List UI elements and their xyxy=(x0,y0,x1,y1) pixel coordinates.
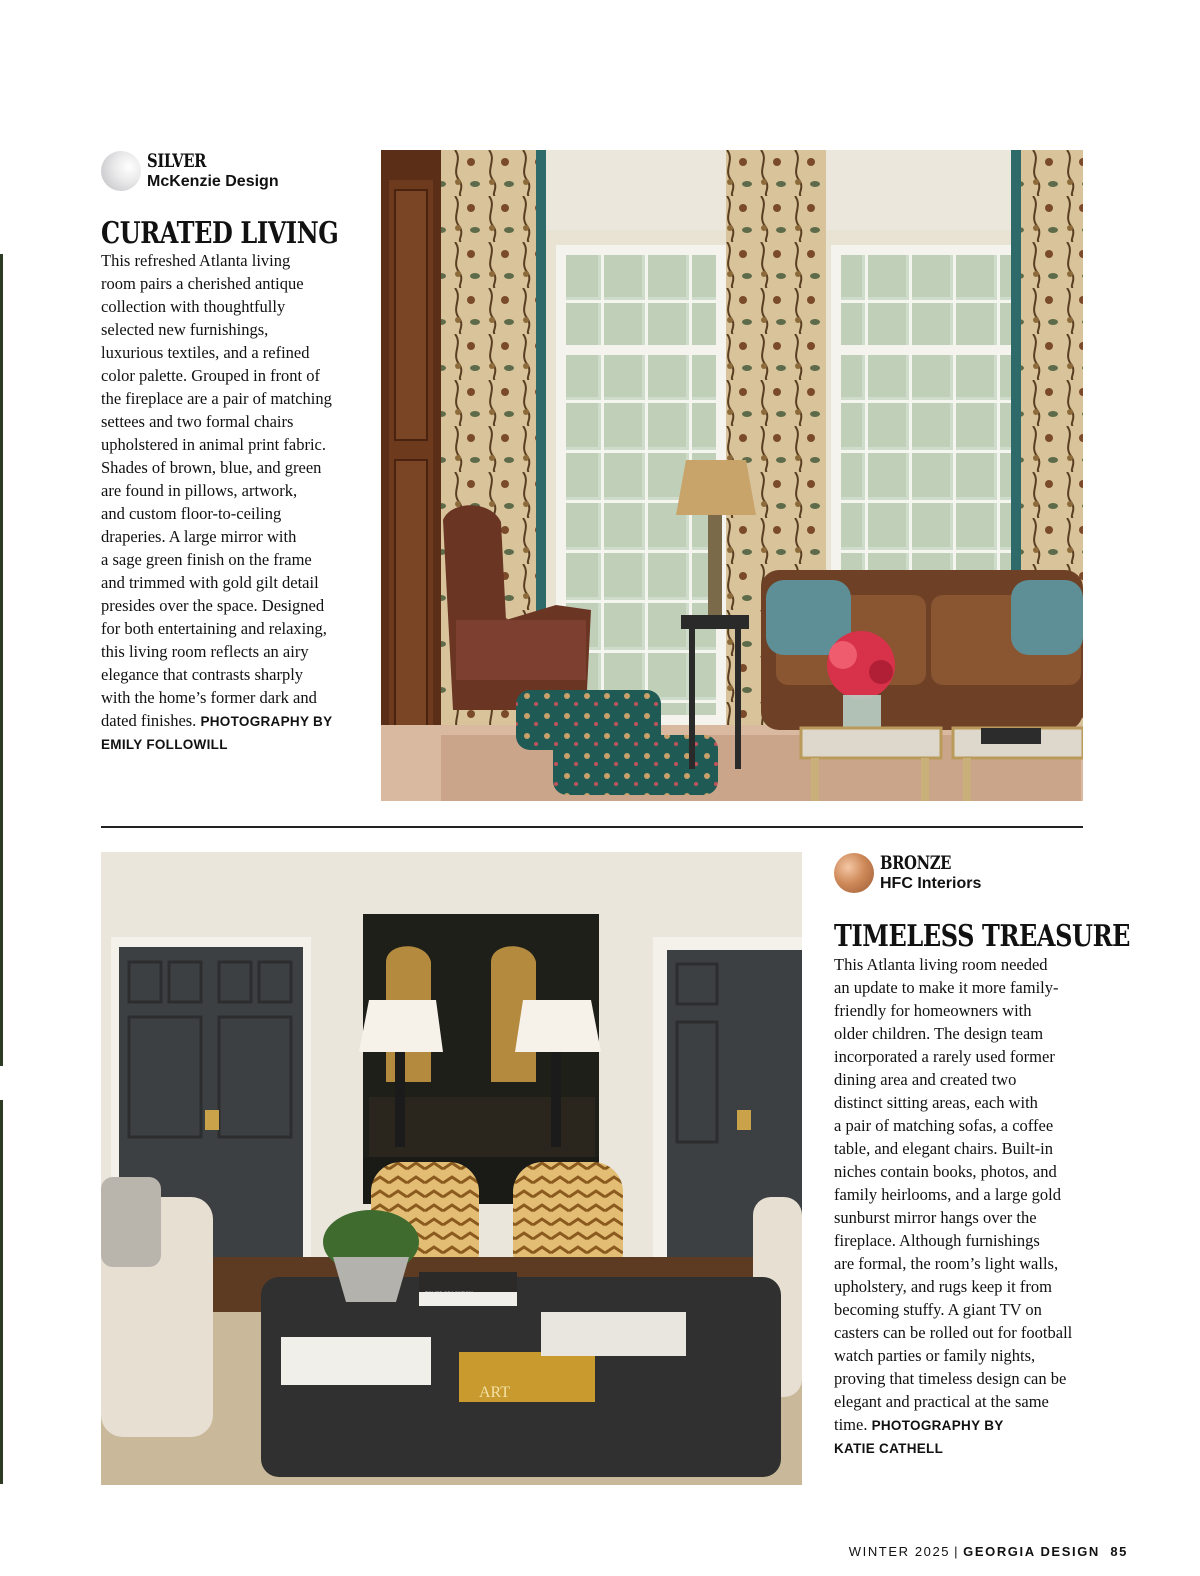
body-line: distinct sitting areas, each with xyxy=(834,1093,1038,1112)
body-line: This refreshed Atlanta living xyxy=(101,251,291,270)
body-line: luxurious textiles, and a refined xyxy=(101,343,310,362)
award-tier: BRONZE xyxy=(880,852,952,874)
body-line: proving that timeless design can be xyxy=(834,1369,1067,1388)
body-last-line: dated finishes. xyxy=(101,711,197,730)
body-line: friendly for homeowners with xyxy=(834,1001,1032,1020)
body-line: are formal, the room’s light walls, xyxy=(834,1254,1059,1273)
body-line: draperies. A large mirror with xyxy=(101,527,297,546)
body-line: presides over the space. Designed xyxy=(101,596,325,615)
body-line: table, and elegant chairs. Built-in xyxy=(834,1139,1054,1158)
body-line: settees and two formal chairs xyxy=(101,412,294,431)
page-folio xyxy=(849,1544,1128,1559)
issue-date: WINTER 2025 xyxy=(848,1544,951,1559)
magazine-name: GEORGIA DESIGN xyxy=(963,1544,1100,1559)
body-line: Shades of brown, blue, and green xyxy=(101,458,322,477)
body-line: elegant and practical at the same xyxy=(834,1392,1049,1411)
firm-name: McKenzie Design xyxy=(147,173,279,190)
section-divider xyxy=(101,826,1083,828)
body-line: this living room reflects an airy xyxy=(101,642,309,661)
body-line: and custom floor-to-ceiling xyxy=(101,504,282,523)
body-line: and trimmed with gold gilt detail xyxy=(101,573,319,592)
book-title-art: ART xyxy=(479,1384,511,1401)
silver-award-block xyxy=(101,150,279,192)
feature-body xyxy=(101,249,371,756)
photo-credit-label: PHOTOGRAPHY BY xyxy=(200,714,333,729)
body-line: niches contain books, photos, and xyxy=(834,1162,1057,1181)
edge-bleed-bottom xyxy=(0,1100,3,1484)
bronze-medal-icon xyxy=(834,853,874,893)
body-line: are found in pillows, artwork, xyxy=(101,481,298,500)
body-line: elegance that contrasts sharply xyxy=(101,665,304,684)
body-line: a sage green finish on the frame xyxy=(101,550,312,569)
body-line: family heirlooms, and a large gold xyxy=(834,1185,1061,1204)
living-room-photo-timeless xyxy=(101,852,802,1485)
body-line: becoming stuffy. A giant TV on xyxy=(834,1300,1042,1319)
body-line: with the home’s former dark and xyxy=(101,688,317,707)
body-line: an update to make it more family- xyxy=(834,978,1059,997)
body-line: selected new furnishings, xyxy=(101,320,269,339)
body-line: a pair of matching sofas, a coffee xyxy=(834,1116,1054,1135)
body-last-line: time. xyxy=(834,1415,868,1434)
bronze-award-block xyxy=(834,852,981,894)
photographer-name: EMILY FOLLOWILL xyxy=(101,737,228,752)
body-line: color palette. Grouped in front of xyxy=(101,366,321,385)
photographer-name: KATIE CATHELL xyxy=(834,1441,944,1456)
book-title-tower-of-london: TOWER OF LONDON xyxy=(425,1292,473,1297)
feature-headline: TIMELESS TREASURE xyxy=(834,919,1131,954)
body-line: sunburst mirror hangs over the xyxy=(834,1208,1037,1227)
firm-name: HFC Interiors xyxy=(880,875,982,892)
silver-medal-icon xyxy=(101,151,141,191)
feature-headline: CURATED LIVING xyxy=(101,216,339,251)
body-line: for both entertaining and relaxing, xyxy=(101,619,327,638)
edge-bleed-top xyxy=(0,254,3,1066)
body-line: collection with thoughtfully xyxy=(101,297,286,316)
folio-separator: | xyxy=(954,1544,960,1559)
body-line: upholstered in animal print fabric. xyxy=(101,435,326,454)
body-line: incorporated a rarely used former xyxy=(834,1047,1055,1066)
award-tier: SILVER xyxy=(147,150,207,172)
living-room-photo-curated xyxy=(381,150,1083,801)
body-line: older children. The design team xyxy=(834,1024,1044,1043)
body-line: upholstery, and rugs keep it from xyxy=(834,1277,1052,1296)
body-line: This Atlanta living room needed xyxy=(834,955,1048,974)
body-line: casters can be rolled out for football xyxy=(834,1323,1073,1342)
photo-credit-label: PHOTOGRAPHY BY xyxy=(871,1418,1004,1433)
body-line: the fireplace are a pair of matching xyxy=(101,389,332,408)
feature-body xyxy=(834,953,1094,1460)
body-line: watch parties or family nights, xyxy=(834,1346,1036,1365)
body-line: room pairs a cherished antique xyxy=(101,274,304,293)
body-line: fireplace. Although furnishings xyxy=(834,1231,1040,1250)
body-line: dining area and created two xyxy=(834,1070,1017,1089)
page-number: 85 xyxy=(1110,1544,1128,1559)
